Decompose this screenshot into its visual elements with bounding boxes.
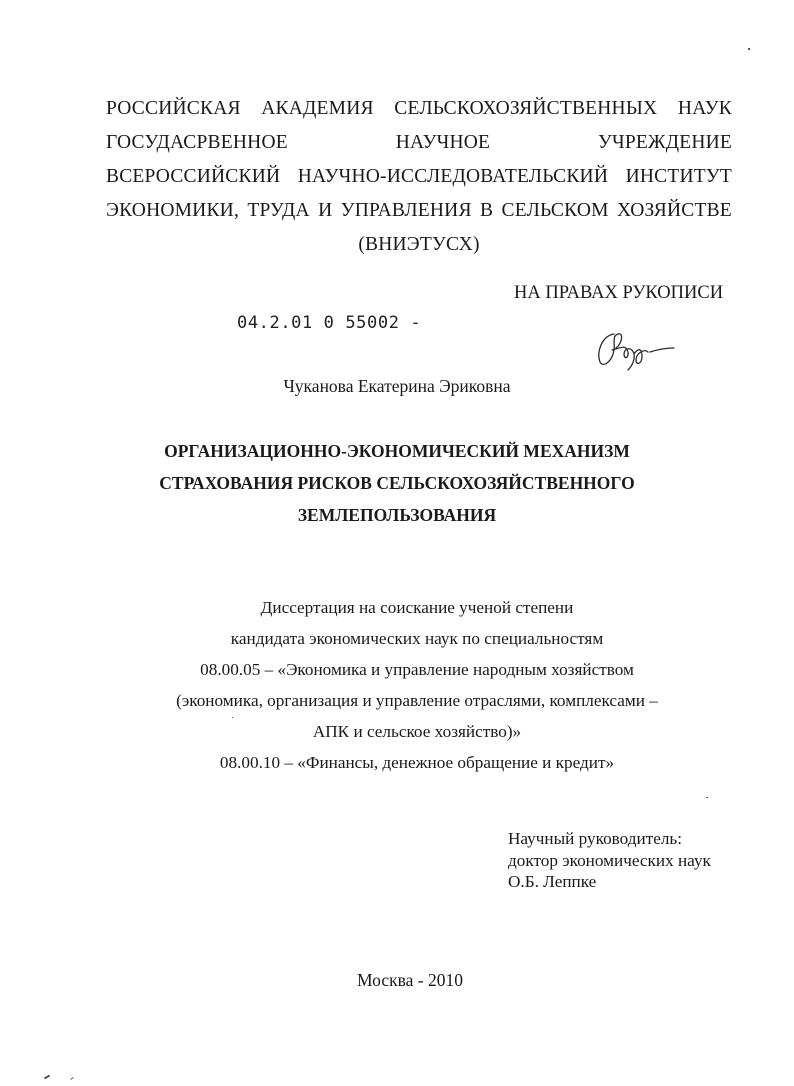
institution-word: В	[479, 200, 494, 221]
degree-line: Диссертация на соискание ученой степени	[260, 598, 574, 617]
institution-word: НАУЧНОЕ	[395, 132, 491, 153]
institution-word: НАУК	[677, 98, 732, 119]
degree-line: 08.00.05 – «Экономика и управление народным хозяйством	[200, 660, 634, 679]
supervisor-block	[508, 828, 711, 893]
supervisor-degree: доктор экономических наук	[508, 850, 711, 870]
scan-speck	[70, 1077, 74, 1080]
institution-word: СЕЛЬСКОМ	[501, 200, 609, 221]
degree-line: (экономика, организация и управление отраслями, комплексами –	[176, 691, 658, 710]
institution-line-1	[106, 94, 732, 128]
degree-line: АПК и сельское хозяйство)»	[312, 722, 522, 741]
institution-word: ГОСУДАСРВЕННОЕ	[106, 132, 288, 153]
institution-word: УЧРЕЖДЕНИЕ	[598, 132, 732, 153]
title-line: СТРАХОВАНИЯ РИСКОВ СЕЛЬСКОХОЗЯЙСТВЕННОГО	[159, 473, 635, 493]
institution-word: РОССИЙСКАЯ	[106, 98, 241, 119]
degree-line: 08.00.10 – «Финансы, денежное обращение и кредит»	[219, 753, 615, 772]
institution-header	[106, 94, 732, 264]
institution-line-3	[106, 162, 732, 196]
scan-speck	[748, 48, 750, 50]
institution-word: ТРУДА	[247, 200, 310, 221]
institution-word: НАУЧНО-ИССЛЕДОВАТЕЛЬСКИЙ	[297, 166, 609, 187]
institution-word: АКАДЕМИЯ	[261, 98, 374, 119]
author-name: Чуканова Екатерина Эриковна	[283, 376, 511, 396]
institution-abbreviation: (ВНИЭТУСХ)	[358, 234, 480, 255]
institution-word: ВСЕРОССИЙСКИЙ	[106, 166, 281, 187]
institution-word: ЭКОНОМИКИ,	[106, 200, 240, 221]
institution-line-4	[106, 196, 732, 230]
scan-speck	[232, 717, 233, 718]
author-signature	[592, 326, 678, 372]
manuscript-rights-label: НА ПРАВАХ РУКОПИСИ	[514, 283, 724, 303]
registration-code: 04.2.01 0 55002 -	[237, 313, 422, 333]
institution-word: СЕЛЬСКОХОЗЯЙСТВЕННЫХ	[394, 98, 658, 119]
scan-speck	[706, 797, 708, 798]
city-year: Москва - 2010	[357, 970, 463, 990]
institution-word: ХОЗЯЙСТВЕ	[616, 200, 732, 221]
scan-speck	[44, 1075, 50, 1080]
institution-word: УПРАВЛЕНИЯ	[340, 200, 472, 221]
supervisor-name: О.Б. Леппке	[508, 872, 597, 891]
dissertation-title	[0, 436, 794, 532]
title-line: ОРГАНИЗАЦИОННО-ЭКОНОМИЧЕСКИЙ МЕХАНИЗМ	[164, 441, 630, 461]
supervisor-role: Научный руководитель:	[508, 829, 683, 848]
institution-line-2	[106, 128, 732, 162]
title-line: ЗЕМЛЕПОЛЬЗОВАНИЯ	[297, 505, 497, 525]
degree-line: кандидата экономических наук по специальностям	[230, 629, 604, 648]
institution-word: И	[318, 200, 333, 221]
institution-word: ИНСТИТУТ	[625, 166, 732, 187]
degree-statement	[0, 594, 794, 780]
